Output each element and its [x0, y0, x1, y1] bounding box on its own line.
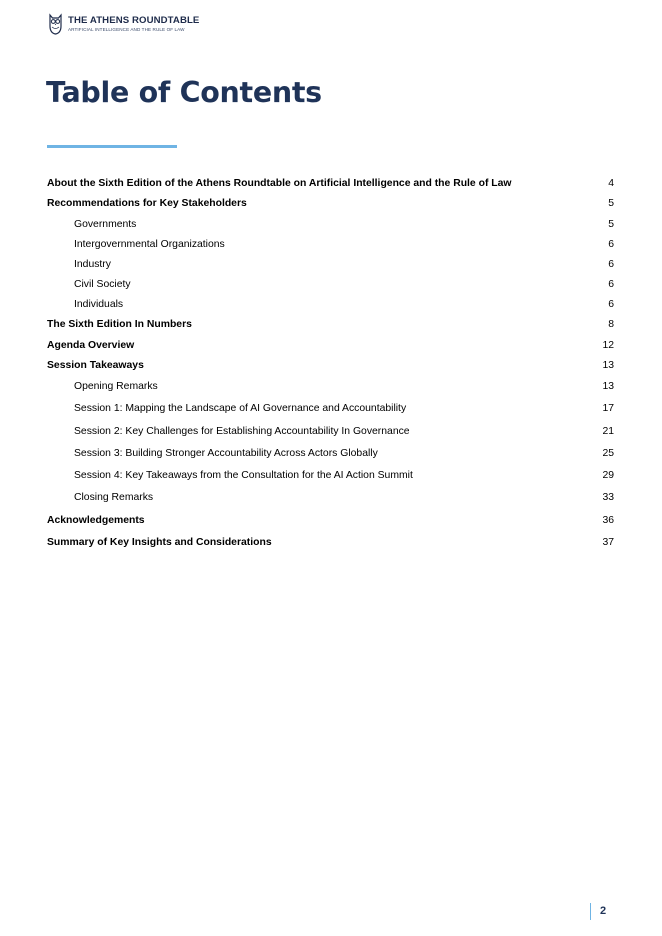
- toc-entry-page: 5: [608, 198, 614, 209]
- toc-entry-page: 13: [602, 381, 614, 392]
- footer-divider: [590, 903, 591, 920]
- footer-page-number: 2: [600, 905, 607, 917]
- toc-entry-recommendations[interactable]: [47, 194, 614, 214]
- logo-title: THE ATHENS ROUNDTABLE: [68, 14, 200, 26]
- toc-entry-page: 5: [608, 219, 614, 230]
- toc-entry-civil-society[interactable]: [47, 275, 614, 295]
- table-of-contents: [47, 174, 614, 548]
- toc-entry-label: Agenda Overview: [47, 340, 135, 351]
- owl-icon: [47, 13, 64, 35]
- toc-entry-opening-remarks[interactable]: [47, 377, 614, 397]
- toc-entry-page: 37: [602, 537, 614, 548]
- toc-entry-session-2[interactable]: [47, 422, 614, 442]
- toc-entry-label: Individuals: [74, 299, 124, 310]
- toc-entry-session-4[interactable]: [47, 466, 614, 486]
- toc-entry-label: Closing Remarks: [74, 492, 154, 503]
- toc-entry-page: 6: [608, 299, 614, 310]
- title-underline: [47, 145, 177, 148]
- toc-entry-acknowledgements[interactable]: [47, 511, 614, 531]
- toc-entry-agenda[interactable]: [47, 336, 614, 356]
- toc-entry-page: 6: [608, 239, 614, 250]
- toc-entry-session-1[interactable]: [47, 399, 614, 419]
- toc-entry-label: The Sixth Edition In Numbers: [47, 319, 192, 330]
- header-logo: [47, 13, 199, 35]
- toc-entry-page: 8: [608, 319, 614, 330]
- toc-entry-label: Session 4: Key Takeaways from the Consultation for the AI Action Summit: [74, 470, 413, 481]
- toc-entry-label: Session 3: Building Stronger Accountability Across Actors Globally: [74, 448, 378, 459]
- toc-entry-closing-remarks[interactable]: [47, 488, 614, 508]
- toc-entry-in-numbers[interactable]: [47, 315, 614, 335]
- toc-entry-session-3[interactable]: [47, 444, 614, 464]
- toc-entry-page: 13: [602, 360, 614, 371]
- toc-entry-page: 21: [602, 426, 614, 437]
- toc-entry-label: Session 2: Key Challenges for Establishing Accountability In Governance: [74, 426, 410, 437]
- page-title: Table of Contents: [46, 76, 322, 109]
- toc-entry-governments[interactable]: [47, 215, 614, 235]
- toc-entry-page: 6: [608, 279, 614, 290]
- toc-entry-label: Opening Remarks: [74, 381, 158, 392]
- toc-entry-label: Intergovernmental Organizations: [74, 239, 225, 250]
- toc-entry-label: About the Sixth Edition of the Athens Roundtable on Artificial Intelligence and the Rule of Law: [47, 178, 512, 189]
- toc-entry-label: Governments: [74, 219, 137, 230]
- toc-entry-page: 33: [602, 492, 614, 503]
- logo-subtitle: ARTIFICIAL INTELLIGENCE AND THE RULE OF LAW: [68, 26, 185, 32]
- toc-entry-session-takeaways[interactable]: [47, 356, 614, 376]
- toc-entry-page: 6: [608, 259, 614, 270]
- toc-entry-label: Session 1: Mapping the Landscape of AI Governance and Accountability: [74, 403, 407, 414]
- toc-entry-label: Civil Society: [74, 279, 131, 290]
- toc-entry-label: Recommendations for Key Stakeholders: [47, 198, 247, 209]
- toc-entry-page: 12: [602, 340, 614, 351]
- toc-entry-page: 29: [602, 470, 614, 481]
- toc-entry-summary[interactable]: [47, 533, 614, 553]
- toc-entry-page: 4: [608, 178, 614, 189]
- toc-entry-about[interactable]: [47, 174, 614, 194]
- toc-entry-label: Industry: [74, 259, 111, 270]
- toc-entry-industry[interactable]: [47, 255, 614, 275]
- toc-entry-page: 36: [602, 515, 614, 526]
- toc-entry-page: 17: [602, 403, 614, 414]
- toc-entry-label: Summary of Key Insights and Considerations: [47, 537, 272, 548]
- toc-entry-individuals[interactable]: [47, 295, 614, 315]
- toc-entry-label: Session Takeaways: [47, 360, 144, 371]
- toc-entry-intergovernmental[interactable]: [47, 235, 614, 255]
- toc-entry-page: 25: [602, 448, 614, 459]
- toc-entry-label: Acknowledgements: [47, 515, 145, 526]
